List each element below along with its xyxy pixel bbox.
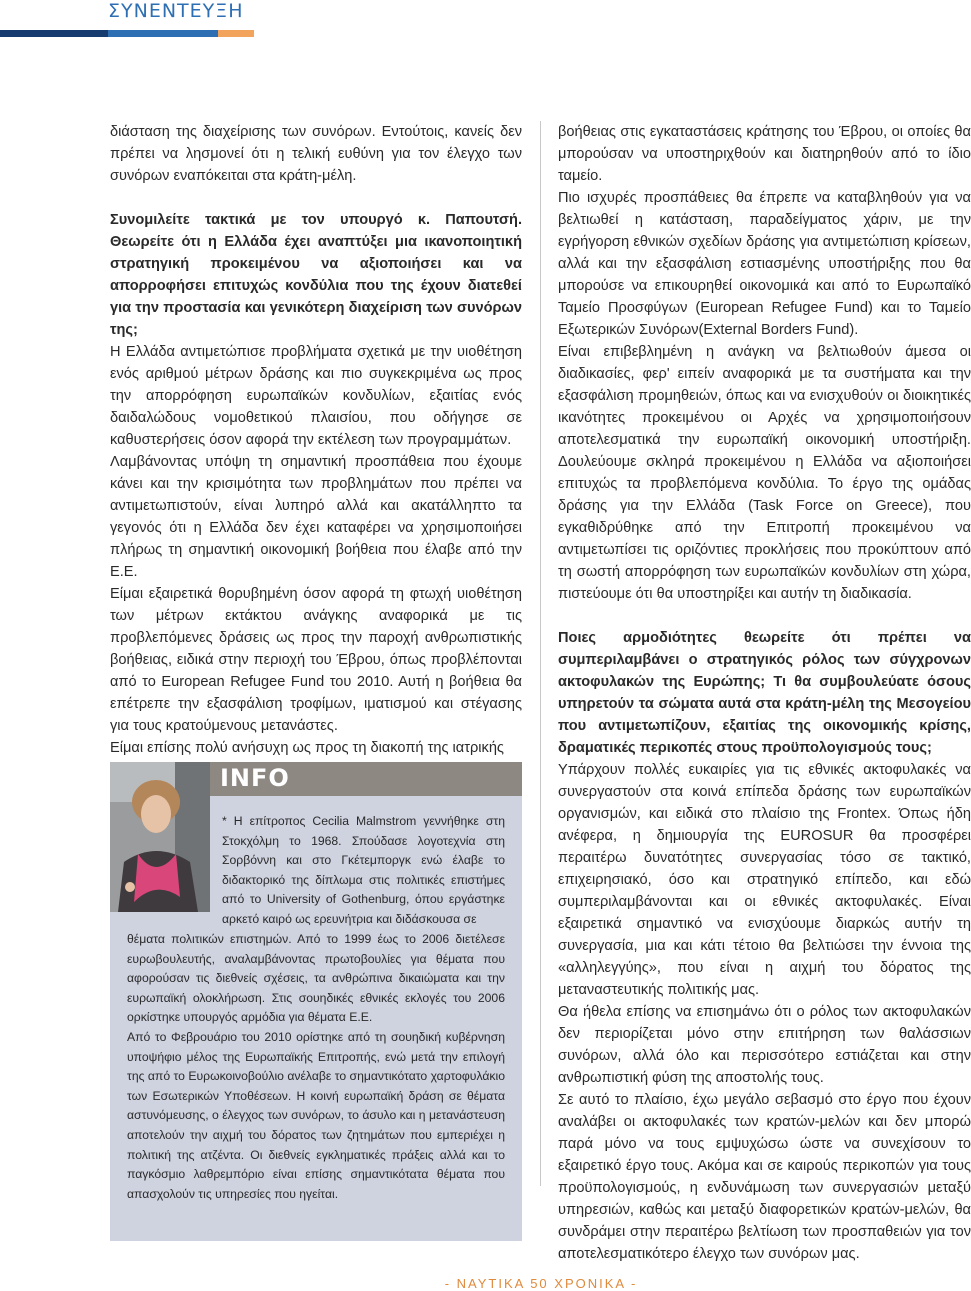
question: Ποιες αρμοδιότητες θεωρείτε ότι πρέπει να συμπεριλαμβάνει ο στρατηγικός ρόλος των σύγχρονων ακτοφυλακών της Ευρώπης; Τι θα συμβουλεύατε όσους υπηρετούν τα σώματα αυτά στα κράτη-μέλη της Μεσογείου που αντιμετωπίζουν, εξαιτίας της οικονομικής κρίσης, δραματικές περικοπές στους προϋπολογισμούς τους; — [558, 630, 971, 756]
paragraph: Είμαι εξαιρετικά θορυβημένη όσον αφορά τη φτωχή υιοθέτηση των μέτρων εκτάκτου ανάγκης αναφορικά με τις προβλεπόμενες δράσεις ως προς την παροχή ανθρωπιστικής βοήθειας, ειδικά στην περιοχή του Έβρου, όπως προβλέπονται από το European Refugee Fund του 2010. Αυτή η βοήθεια θα επέτρεπε την εξασφάλιση τροφίμων, ιματισμού και στέγασης για τους κρατούμενους μετανάστες. — [110, 586, 522, 734]
paragraph: Λαμβάνοντας υπόψη τη σημαντική προσπάθεια που έχουμε κάνει και την κρισιμότητα των προβλημάτων που πρέπει να αντιμετωπιστούν, είναι λυπηρό αλλά και ακατάλληπτο τα γεγονός ότι η Ελλάδα δεν έχει καταφέρει να χρησιμοποιήσει πλήρως τη σημαντική οικονομική βοήθεια που έλαβε από την Ε.Ε. — [110, 454, 522, 580]
column-divider — [540, 121, 541, 1186]
question: Συνομιλείτε τακτικά με τον υπουργό κ. Παπουτσή. Θεωρείτε ότι η Ελλάδα έχει αναπτύξει μια ικανοποιητική στρατηγική προκειμένου να αξιοποιήσει και να απορροφήσει επιτυχώς κονδύλια που της έχουν διατεθεί για την προστασία και γενικότερη διαχείριση των συνόρων της; — [110, 212, 522, 338]
info-paragraph: * Η επίτροπος Cecilia Malmstrom γεννήθηκε στη Στοκχόλμη το 1968. Σπούδασε λογοτεχνία στη Σορβόννη και στο Γκέτεμποργκ ενώ έλαβε το διδακτορικό της δίπλωμα στις πολιτικές επιστήμες από το University of Gothenburg, όπου εργάστηκε αρκετό καιρό ως ερευνήτρια και διδάσκουσα σε — [222, 814, 505, 926]
right-column — [558, 121, 971, 1265]
paragraph: Η Ελλάδα αντιμετώπισε προβλήματα σχετικά με την υιοθέτηση ενός αριθμού μέτρων δράσης και πιο συγκεκριμένα ως προς την απορρόφηση ευρωπαϊκών κονδυλίων, εξαιτίας ενός δαιδαλώδους νομοθετικού πλαισίου, που οδήγησε σε καθυστερήσεις όσον αφορά την εκτέλεση των προγραμμάτων. — [110, 344, 522, 448]
header-bar-orange — [218, 30, 254, 37]
info-paragraph: θέματα πολιτικών επιστημών. Από το 1999 έως το 2006 διετέλεσε ευρωβουλευτής, αναλαμβάνοντας πρωτοβουλίες για θέματα που αφορούσαν τις διεθνείς σχέσεις, τα ανθρώπινα δικαιώματα και την ευρωπαϊκή ολοκλήρωση. Στις σουηδικές εθνικές εκλογές του 2006 ορκίστηκε υπουργός αρμόδια για θέματα Ε.Ε. — [127, 932, 505, 1025]
header-bar-blue — [108, 30, 218, 37]
paragraph: Πιο ισχυρές προσπάθειες θα έπρεπε να καταβληθούν για να βελτιωθεί η κατάσταση, παραδείγματος χάριν, με την εγρήγορση εθνικών σχεδίων δράσης για αντιμετώπιση κρίσεων, αλλά και την εξασφάλιση εστιασμένης υποστήριξης που θα μπορούσε να επικουρηθεί οικονομικά και από το Ευρωπαϊκό Ταμείο Προσφύγων (European Refugee Fund) και το Ταμείο Εξωτερικών Συνόρων(External Borders Fund). — [558, 190, 971, 338]
paragraph: Θα ήθελα επίσης να επισημάνω ότι ο ρόλος των ακτοφυλακών δεν περιορίζεται μόνο στην επιτήρηση των θαλάσσιων συνόρων, αλλά όλο και περισσότερο εστιάζεται και στην ανθρωπιστική φύση της αποστολής τους. — [558, 1004, 971, 1086]
info-paragraph: Από το Φεβρουάριο του 2010 ορίστηκε από τη σουηδική κυβέρνηση υποψήφιο μέλος της Ευρωπαϊκής Επιτροπής, ενώ μετά την επιλογή της από το Ευρωκοινοβούλιο ανέλαβε το σημαντικότατο χαρτοφυλάκιο των Εσωτερικών Υποθέσεων. Η κοινή ευρωπαϊκή δράση σε θέματα αστυνόμευσης, ο έλεγχος των συνόρων, το άσυλο και η μετανάστευση αποτελούν την αιχμή του δόρατος των ζητημάτων που εμπεριέχει η πολιτική της ατζέντα. Οι διεθνείς εγκληματικές πράξεις αλλά και το παγκόσμιο λαθρεμπόριο είναι επίσης σημαντικότατα θέματα που απασχολούν τις υπηρεσίες που ηγείται. — [127, 1029, 505, 1201]
portrait-photo — [110, 762, 210, 912]
paragraph: Είναι επιβεβλημένη η ανάγκη να βελτιωθούν άμεσα οι διαδικασίες, φερ' ειπείν αναφορικά με τα συστήματα και την εξασφάλιση προμηθειών, όπως και να ενισχυθούν οι διοικητικές ικανότητες προκειμένου οι Αρχές να χρησιμοποιήσουν αποτελεσματικά την ευρωπαϊκή οικονομική υποστήριξη. Δουλεύουμε σκληρά προκειμένου η Ελλάδα να αξιοποιήσει επιτυχώς τα προβλεπόμενα κονδύλια. Το έργο της ομάδας δράσης για την Ελλάδα (Task Force on Greece), που εγκαθιδρύθηκε από την Επιτροπή προκειμένου να αντιμετωπίσει τις οριζόντιες προκλήσεις που προκύπτουν από τη σωστή απορρόφηση των ευρωπαϊκών κονδυλίων στη χώρα, πιστεύουμε ότι θα υποστηρίξει και αυτήν τη διαδικασία. — [558, 344, 971, 602]
section-label: ΣΥΝΕΝΤΕΥΞΗ — [108, 0, 244, 22]
paragraph: Είμαι επίσης πολύ ανήσυχη ως προς τη διακοπή της ιατρικής — [110, 740, 504, 756]
left-column — [110, 121, 522, 759]
info-text-bottom — [127, 930, 505, 1204]
header-bar-dark — [0, 30, 108, 37]
page-footer: - ΝΑΥΤΙΚΑ 50 ΧΡΟΝΙΚΑ - — [444, 1276, 638, 1291]
info-text-top — [222, 812, 505, 930]
paragraph: Υπάρχουν πολλές ευκαιρίες για τις εθνικές ακτοφυλακές να συνεργαστούν στα κοινά επίπεδα δράσης των ευρωπαϊκών οργανισμών, και ειδικά στο πλαίσιο της Frontex. Όπως ήδη ανέφερα, η δημιουργία της EUROSUR θα προσφέρει περαιτέρω δυνατότητες συνεργασίας τόσο σε τακτικό, επιχειρησιακό, όσο και στρατηγικό επίπεδο, και εδώ συμπεριλαμβάνονται και οι εθνικές ακτοφυλακές. Είναι εξαιρετικά σημαντικό να ενισχύουμε διαρκώς αυτήν τη συνεργασία, μια και κάτι τέτοιο θα βελτιώσει την έννοια της «αλληλεγγύης», που είναι η αιχμή του δόρατος της μεταναστευτικής πολιτικής μας. — [558, 762, 971, 998]
paragraph: διάσταση της διαχείρισης των συνόρων. Εντούτοις, κανείς δεν πρέπει να λησμονεί ότι η τελική ευθύνη για τον έλεγχο των συνόρων εναπόκειται στα κράτη-μέλη. — [110, 124, 522, 184]
info-title: INFO — [220, 764, 290, 792]
paragraph: Σε αυτό το πλαίσιο, έχω μεγάλο σεβασμό στο έργο που έχουν αναλάβει οι ακτοφυλακές των κρατών-μελών και δεν μπορώ παρά μόνο να τους εμψυχώσω ώστε να συνεχίσουν το εξαιρετικό έργο τους. Ακόμα και σε καιρούς περικοπών για τους προϋπολογισμούς, η ενδυνάμωση των συνεργασιών μεταξύ υπηρεσιών, καθώς και μεταξύ διαφορετικών κρατών-μελών, θα συνδράμει στην περαιτέρω βελτίωση των προσπαθειών για τον αποτελεσματικότερο έλεγχο των συνόρων μας. — [558, 1092, 971, 1262]
paragraph: βοήθειας στις εγκαταστάσεις κράτησης του Έβρου, οι οποίες θα μπορούσαν να υποστηριχθούν και διατηρηθούν από το ίδιο ταμείο. — [558, 124, 971, 184]
